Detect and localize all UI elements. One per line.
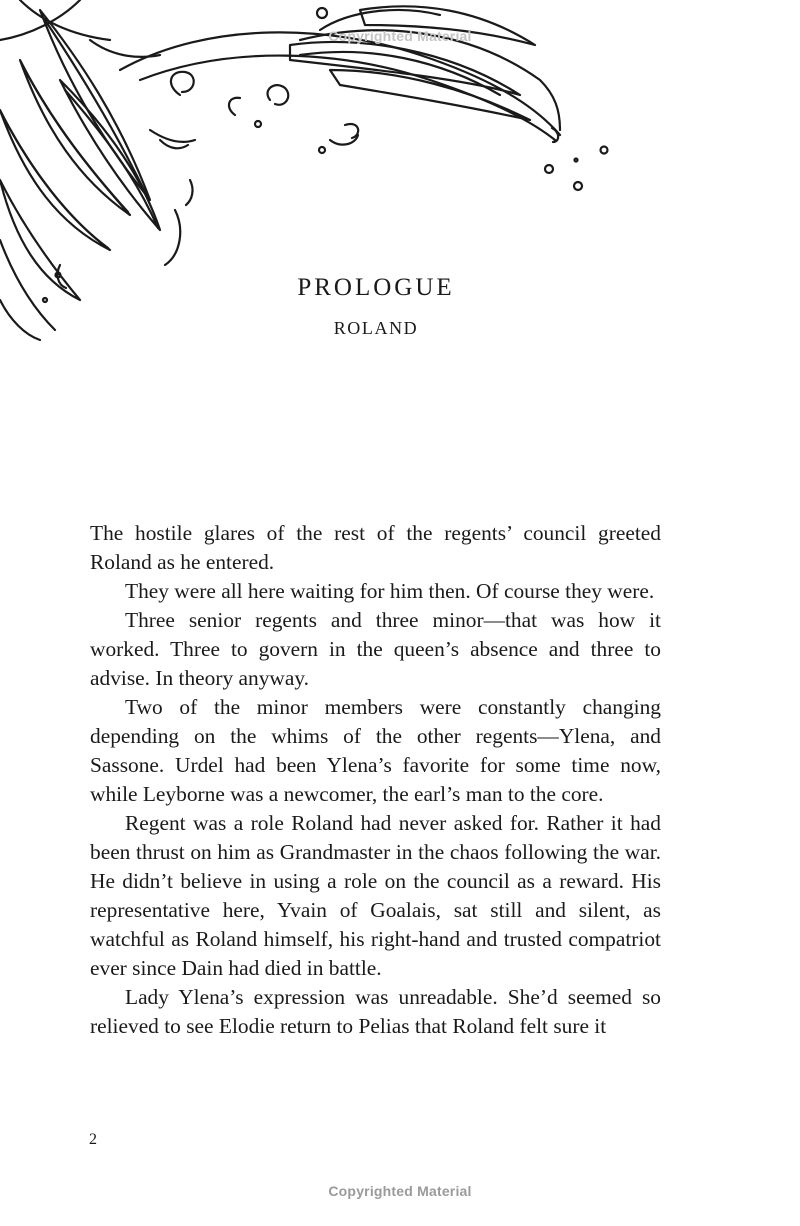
- paragraph: They were all here waiting for him then. Of course they were.: [125, 579, 655, 603]
- page-number: 2: [89, 1131, 97, 1148]
- paragraph: Two of the minor members were constantly changing depending on the whims of the other regents—Ylena, and Sassone. Urdel had been Ylena’s favorite for some time now, while Leyborne was a newcomer, the earl’s man to the core.: [90, 695, 661, 806]
- chapter-title: PROLOGUE: [297, 274, 455, 301]
- copyright-watermark-bottom: Copyrighted Material: [328, 1183, 472, 1199]
- paragraph: Regent was a role Roland had never asked for. Rather it had been thrust on him as Grandmaster in the chaos following the war. He didn’t believe in using a role on the council as a reward. His representative here, Yvain of Goalais, sat still and silent, as watchful as Roland himself, his right-hand and trusted compatriot ever since Dain had died in battle.: [90, 811, 661, 980]
- paragraph: Three senior regents and three minor—that was how it worked. Three to govern in the queen’s absence and three to advise. In theory anyway.: [90, 608, 661, 690]
- copyright-watermark-top: Copyrighted Material: [328, 28, 472, 44]
- body-text: [90, 519, 661, 1041]
- paragraph: The hostile glares of the rest of the regents’ council greeted Roland as he entered.: [90, 521, 661, 574]
- paragraph: Lady Ylena’s expression was unreadable. She’d seemed so relieved to see Elodie return to Pelias that Roland felt sure it: [90, 985, 661, 1038]
- chapter-subtitle: ROLAND: [333, 318, 419, 338]
